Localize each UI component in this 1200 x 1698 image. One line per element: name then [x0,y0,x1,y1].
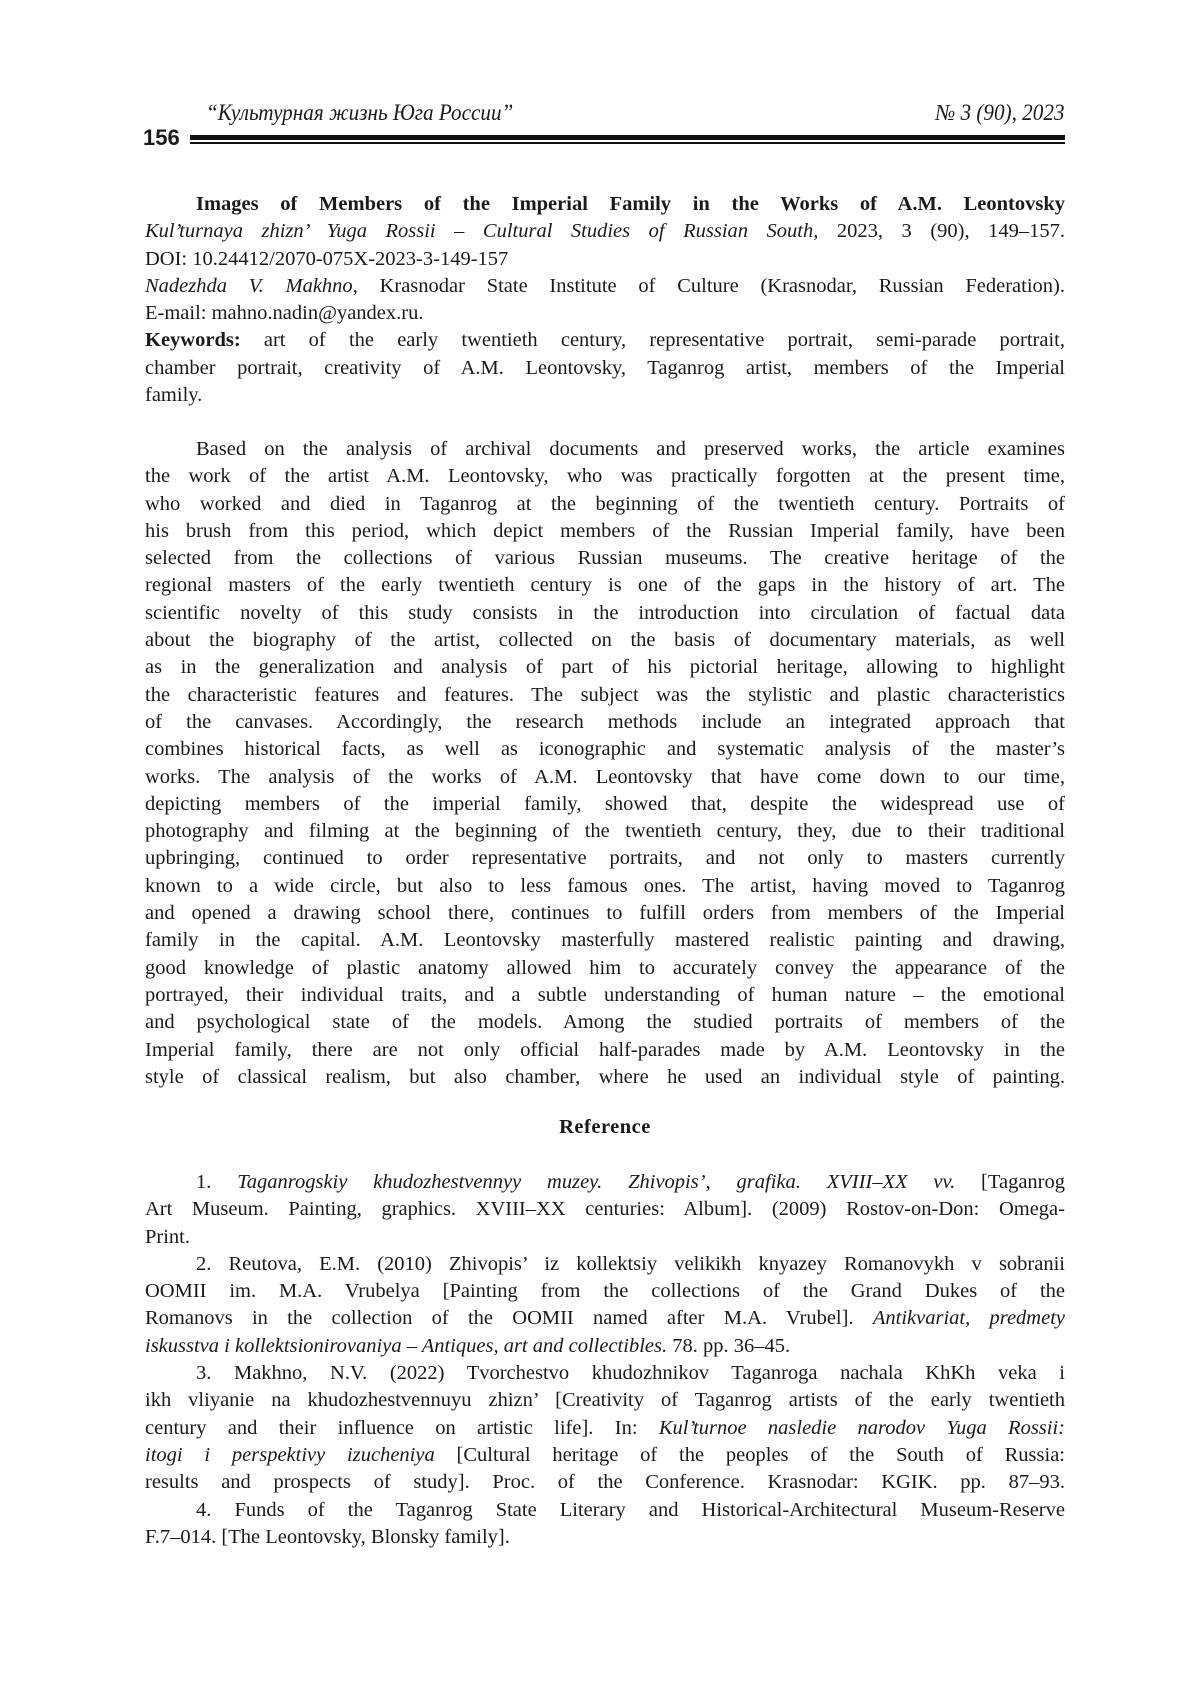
reference-heading: Reference [145,1114,1065,1141]
journal-title: “Культурная жизнь Юга России” [206,100,513,126]
text-line [145,1442,1065,1469]
text: 3. Makhno, N.V. (2022) Tvorchestvo khudozhnikov Taganroga nachala KhKh veka i [196,1362,1065,1384]
text-line [145,736,1065,763]
article-front-matter [145,191,1065,409]
text: F.7–014. [The Leontovsky, Blonsky family]. [145,1526,510,1548]
reference-item [145,1360,1065,1496]
text: upbringing, continued to order representative portraits, and not only to masters currently [145,847,1065,869]
text: style of classical realism, but also chamber, where he used an individual style of painting. [145,1066,1065,1088]
text: Art Museum. Painting, graphics. XVIII–XX centuries: Album]. (2009) Rostov-on-Don: Omega- [145,1198,1065,1220]
text-line [145,491,1065,518]
text-line [145,818,1065,845]
reference-item [145,1497,1065,1552]
text-line [145,627,1065,654]
italic-text: Kul’turnaya zhizn’ Yuga Rossii – Cultural Studies of Russian South, [145,220,818,242]
paragraph [145,218,1065,273]
italic-text: Antikvariat, predmety [873,1307,1065,1329]
text-line [145,1524,1065,1551]
text: century and their influence on artistic life]. In: [145,1417,659,1439]
text: the work of the artist A.M. Leontovsky, who was practically forgotten at the present time, [145,465,1065,487]
reference-item [145,1169,1065,1251]
paragraph [145,191,1065,218]
text: known to a wide circle, but also to less famous ones. The artist, having moved to Taganrog [145,875,1065,897]
text: family in the capital. A.M. Leontovsky masterfully mastered realistic painting and drawing, [145,929,1065,951]
bold-text: Keywords: [145,329,241,351]
text: E-mail: mahno.nadin@yandex.ru. [145,302,423,324]
text: photography and filming at the beginning of the twentieth century, they, due to their traditional [145,820,1065,842]
text: the characteristic features and features. The subject was the stylistic and plastic characteristics [145,684,1065,706]
text: family. [145,384,202,406]
text: scientific novelty of this study consists in the introduction into circulation of factual data [145,602,1065,624]
text: OOMII im. M.A. Vrubelya [Painting from the collections of the Grand Dukes of the [145,1280,1065,1302]
text-line [145,246,1065,273]
text: 2023, 3 (90), 149–157. [818,220,1065,242]
text-line [145,1360,1065,1387]
text-line [145,1224,1065,1251]
text: 78. pp. 36–45. [667,1335,790,1357]
text: Imperial family, there are not only official half-parades made by A.M. Leontovsky in the [145,1039,1065,1061]
italic-text: Kul’turnoe nasledie narodov Yuga Rossii: [659,1417,1065,1439]
text: [Cultural heritage of the peoples of the South of Russia: [435,1444,1065,1466]
text: ikh vliyanie na khudozhestvennuyu zhizn’ [Creativity of Taganrog artists of the early twentieth [145,1389,1065,1411]
text: works. The analysis of the works of A.M. Leontovsky that have come down to our time, [145,766,1065,788]
text: about the biography of the artist, collected on the basis of documentary materials, as well [145,629,1065,651]
paragraph [145,436,1065,1091]
text-line [145,355,1065,382]
bold-text: Images of Members of the Imperial Family in the Works of A.M. Leontovsky [196,193,1065,215]
paragraph [145,327,1065,409]
text: of the canvases. Accordingly, the research methods include an integrated approach that [145,711,1065,733]
italic-text: Taganrogskiy khudozhestvennyy muzey. Zhivopis’, grafika. XVIII–XX vv. [237,1171,955,1193]
text-line [145,572,1065,599]
reference-item [145,1251,1065,1360]
text-line [145,1305,1065,1332]
text-line [145,545,1065,572]
italic-text: Nadezhda V. Makhno [145,275,353,297]
text: results and prospects of study]. Proc. of the Conference. Krasnodar: KGIK. pp. 87–93. [145,1471,1065,1493]
paragraph [145,273,1065,328]
text: [Taganrog [955,1171,1065,1193]
text-line [145,600,1065,627]
text: DOI: 10.24412/2070-075X-2023-3-149-157 [145,248,508,270]
text-line [145,273,1065,300]
text: chamber portrait, creativity of A.M. Leontovsky, Taganrog artist, members of the Imperial [145,357,1065,379]
text-line [145,764,1065,791]
text: regional masters of the early twentieth century is one of the gaps in the history of art. The [145,574,1065,596]
text: who worked and died in Taganrog at the beginning of the twentieth century. Portraits of [145,493,1065,515]
text-line [145,1497,1065,1524]
header-rule-thin [190,142,1065,144]
text: Based on the analysis of archival documents and preserved works, the article examines [196,438,1065,460]
text: Romanovs in the collection of the OOMII named after M.A. Vrubel]. [145,1307,873,1329]
text-line [145,1387,1065,1414]
text-line [145,1009,1065,1036]
text-line [145,436,1065,463]
italic-text: iskusstva i kollektsionirovaniya – Antiques, art and collectibles. [145,1335,667,1357]
text: and opened a drawing school there, continues to fulfill orders from members of the Imperial [145,902,1065,924]
abstract [145,436,1065,1091]
text: , Krasnodar State Institute of Culture (Krasnodar, Russian Federation). [353,275,1065,297]
italic-text: itogi i perspektivy izucheniya [145,1444,435,1466]
text-line [145,845,1065,872]
text-line [145,873,1065,900]
text-line [145,191,1065,218]
page-number: 156 [143,125,180,151]
text: Print. [145,1226,190,1248]
reference-list [145,1169,1065,1551]
text-line [145,654,1065,681]
text: 1. [196,1171,237,1193]
text-line [145,682,1065,709]
text-line [145,1415,1065,1442]
text: and psychological state of the models. Among the studied portraits of members of the [145,1011,1065,1033]
text: as in the generalization and analysis of part of his pictorial heritage, allowing to highlight [145,656,1065,678]
text-line [145,327,1065,354]
text-line [145,518,1065,545]
text-line [145,382,1065,409]
header-rule-thick [190,135,1065,140]
text-line [145,1037,1065,1064]
text-line [145,1278,1065,1305]
issue-number: № 3 (90), 2023 [936,100,1065,126]
text: selected from the collections of various Russian museums. The creative heritage of the [145,547,1065,569]
text-line [145,300,1065,327]
text-line [145,463,1065,490]
text: portrayed, their individual traits, and a subtle understanding of human nature – the emotional [145,984,1065,1006]
text: depicting members of the imperial family, showed that, despite the widespread use of [145,793,1065,815]
text-line [145,1333,1065,1360]
text: combines historical facts, as well as iconographic and systematic analysis of the master’s [145,738,1065,760]
text-line [145,1064,1065,1091]
text-line [145,900,1065,927]
text: his brush from this period, which depict members of the Russian Imperial family, have been [145,520,1065,542]
text-line [145,927,1065,954]
text: good knowledge of plastic anatomy allowed him to accurately convey the appearance of the [145,957,1065,979]
text-line [145,709,1065,736]
text-line [145,982,1065,1009]
text-line [145,791,1065,818]
text: art of the early twentieth century, representative portrait, semi-parade portrait, [241,329,1065,351]
text-line [145,1469,1065,1496]
text-line [145,1251,1065,1278]
text-line [145,955,1065,982]
text-line [145,1169,1065,1196]
text: 4. Funds of the Taganrog State Literary and Historical-Architectural Museum-Reserve [196,1499,1065,1521]
text-line [145,1196,1065,1223]
text: 2. Reutova, E.M. (2010) Zhivopis’ iz kollektsiy velikikh knyazey Romanovykh v sobranii [196,1253,1065,1275]
text-line [145,218,1065,245]
